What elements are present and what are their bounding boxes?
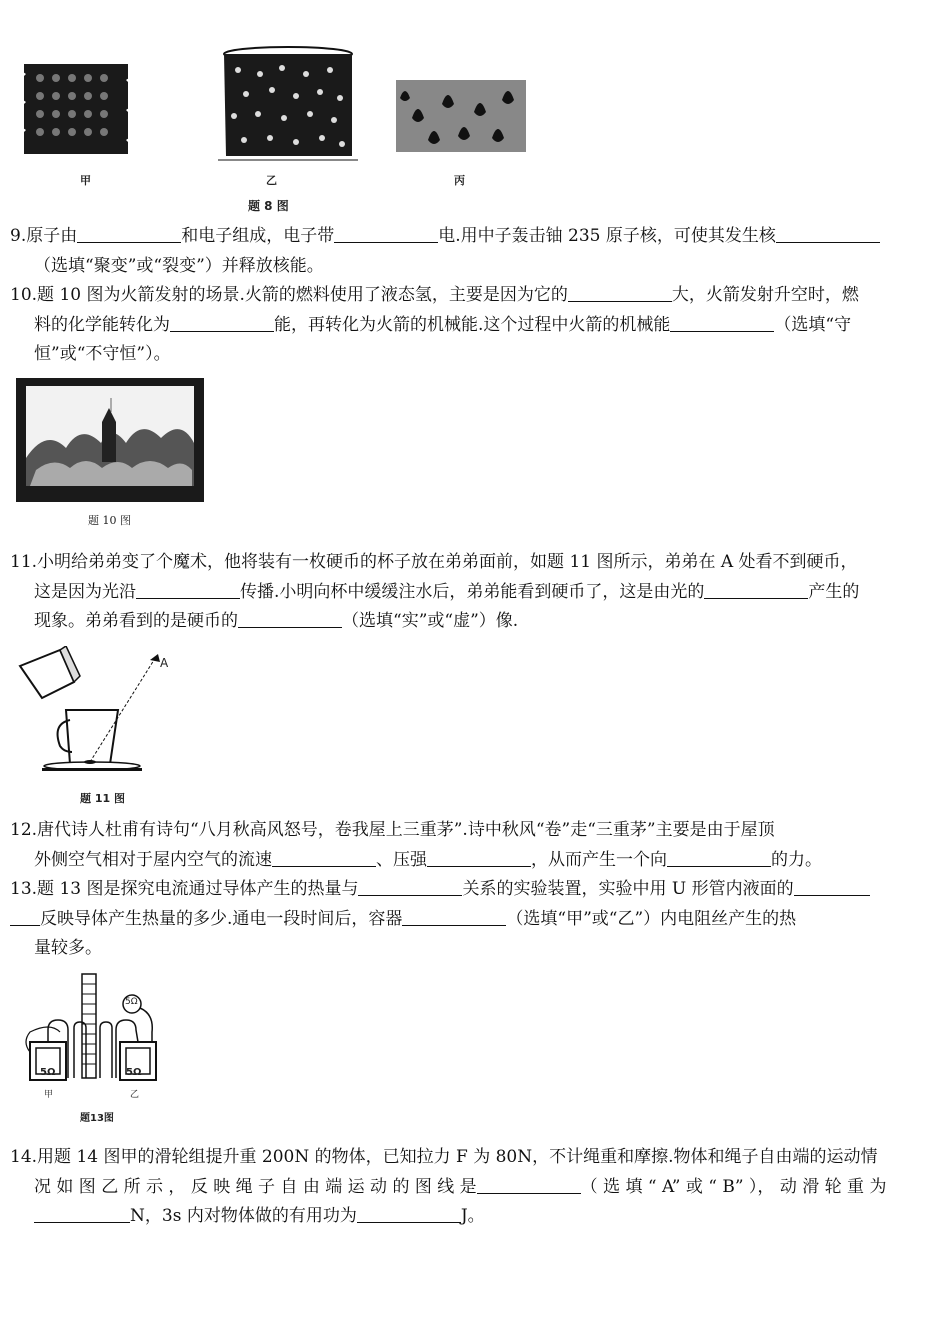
q14-text-2: 况 如 图 乙 所 示 ， 反 映 绳 子 自 由 端 运 动 的 图 线 是	[34, 1176, 477, 1197]
q14-text-3: （ 选 填 “ A” 或 “ B” ）， 动 滑 轮 重 为	[580, 1176, 887, 1197]
q9-blank-2[interactable]	[334, 224, 438, 243]
fig11-caption: 题 11 图	[80, 792, 125, 805]
q9-text-1: 9.原子由	[10, 226, 78, 246]
q10-blank-1[interactable]	[568, 283, 672, 302]
figure-8-bing	[394, 78, 528, 154]
fig13-res-right: 5Ω	[126, 1067, 142, 1078]
q10-text-5: （选填“守	[774, 314, 852, 335]
q13-text-4: （选填“甲”或“乙”）内电阻丝产生的热	[506, 908, 797, 929]
q11-text-6: （选填“实”或“虚”）像.	[342, 611, 519, 631]
q9-text-4: （选填“聚变”或“裂变”）并释放核能。	[34, 255, 324, 276]
question-11	[10, 548, 940, 637]
q13-blank-2a[interactable]	[794, 877, 870, 896]
q13-text-3: 反映导体产生热量的多少.通电一段时间后，容器	[40, 908, 403, 929]
fig13-label-yi: 乙	[130, 1090, 140, 1100]
q13-text-5: 量较多。	[34, 938, 102, 958]
q12-text-4: ，从而产生一个向	[531, 849, 667, 870]
q11-text-4: 产生的	[808, 581, 860, 602]
fig8-label-bing: 丙	[454, 174, 465, 187]
fig13-label-jia: 甲	[44, 1090, 54, 1100]
q10-text-3: 料的化学能转化为	[34, 314, 170, 335]
fig13-res-top: 5Ω	[125, 997, 138, 1007]
figure-10-rocket-launch	[16, 378, 204, 502]
q14-text-5: J。	[460, 1206, 485, 1226]
q14-text-4: N，3s 内对物体做的有用功为	[130, 1206, 357, 1226]
fig8-label-yi: 乙	[266, 174, 277, 187]
q10-blank-2[interactable]	[170, 313, 274, 332]
q12-text-3: 、压强	[376, 849, 427, 870]
q12-text-5: 的力。	[771, 849, 822, 870]
q14-blank-3[interactable]	[357, 1204, 461, 1223]
q11-text-3: 传播.小明向杯中缓缓注水后，弟弟能看到硬币了，这是由光的	[240, 581, 705, 602]
q14-text-1: 14.用题 14 图甲的滑轮组提升重 200N 的物体，已知拉力 F 为 80N，不计绳重和摩擦.物体和绳子自由端的运动情	[10, 1147, 878, 1167]
q10-blank-3[interactable]	[670, 313, 774, 332]
fig8-label-jia: 甲	[80, 174, 91, 187]
q13-blank-3[interactable]	[402, 907, 506, 926]
q11-blank-2[interactable]	[704, 580, 808, 599]
q11-blank-3[interactable]	[238, 609, 342, 628]
q12-text-1: 12.唐代诗人杜甫有诗句“八月秋高风怒号，卷我屋上三重茅”.诗中秋风“卷”走“三重茅”主要是由于屋顶	[10, 820, 775, 840]
q12-blank-2[interactable]	[427, 848, 531, 867]
q12-blank-3[interactable]	[667, 848, 771, 867]
question-14	[10, 1143, 940, 1232]
fig13-caption: 题13图	[80, 1113, 114, 1124]
figure-8-yi	[216, 44, 362, 166]
fig8-caption: 题 8 图	[248, 199, 289, 213]
q10-text-2: 大，火箭发射升空时，燃	[671, 285, 859, 305]
q9-text-3: 电.用中子轰击铀 235 原子核，可使其发生核	[438, 226, 776, 246]
fig13-res-left: 5Ω	[40, 1067, 56, 1078]
fig10-caption: 题 10 图	[88, 514, 131, 527]
question-12	[10, 816, 940, 875]
q12-blank-1[interactable]	[272, 848, 376, 867]
q14-blank-2[interactable]	[34, 1204, 130, 1223]
q13-blank-2b[interactable]	[10, 907, 40, 926]
question-13	[10, 875, 940, 964]
q11-text-2: 这是因为光沿	[34, 581, 136, 602]
question-9	[10, 222, 940, 281]
q10-text-6: 恒”或“不守恒”）。	[34, 344, 171, 364]
q11-text-5: 现象。弟弟看到的是硬币的	[34, 611, 238, 631]
q10-text-4: 能，再转化为火箭的机械能.这个过程中火箭的机械能	[274, 314, 671, 335]
fig11-point-a: A	[160, 656, 169, 670]
q10-text-1: 10.题 10 图为火箭发射的场景.火箭的燃料使用了液态氢，主要是因为它的	[10, 285, 568, 305]
q9-blank-1[interactable]	[77, 224, 181, 243]
q14-blank-1[interactable]	[477, 1175, 581, 1194]
q12-text-2: 外侧空气相对于屋内空气的流速	[34, 849, 272, 870]
question-10	[10, 281, 940, 370]
q11-blank-1[interactable]	[136, 580, 240, 599]
q13-text-1: 13.题 13 图是探究电流通过导体产生的热量与	[10, 879, 359, 899]
q11-text-1: 11.小明给弟弟变了个魔术，他将装有一枚硬币的杯子放在弟弟面前，如题 11 图所示，弟弟在 A 处看不到硬币，	[10, 552, 858, 572]
q9-text-2: 和电子组成，电子带	[181, 226, 335, 246]
q9-blank-3[interactable]	[776, 224, 880, 243]
figure-8-jia	[20, 58, 132, 160]
figure-11-coin-cup	[14, 646, 184, 780]
q13-text-2: 关系的实验装置，实验中用 U 形管内液面的	[462, 879, 794, 899]
q13-blank-1[interactable]	[358, 877, 462, 896]
figure-13-u-tube-apparatus	[20, 968, 170, 1102]
